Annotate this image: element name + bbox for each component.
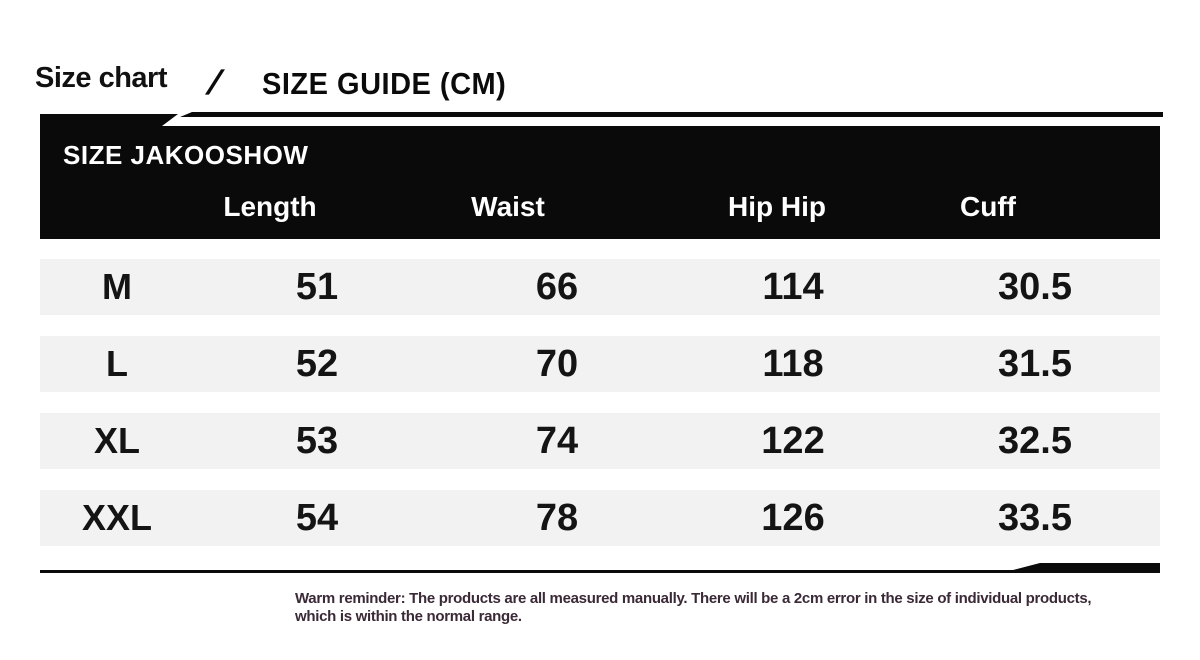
warm-reminder-line1: Warm reminder: The products are all measured manually. There will be a 2cm error in the size of individual products, [295,590,1092,607]
waist-value: 70 [535,343,579,385]
cuff-value: 32.5 [998,420,1072,462]
column-header-waist: Waist [471,191,545,222]
length-value: 54 [295,497,339,539]
brand-label: SIZE JAKOOSHOW [63,140,309,170]
warm-reminder-note [295,590,1091,626]
column-header-cuff: Cuff [960,191,1016,222]
column-header-length: Length [223,191,317,222]
hip-value: 126 [761,497,825,539]
hip-value: 114 [762,266,824,308]
size-row-l [40,336,1160,392]
length-value: 51 [295,266,339,308]
size-row-xxl [40,490,1160,546]
header-cap-top-line [180,112,1163,117]
hip-value: 122 [761,420,825,462]
title-slash-separator: / [204,64,224,102]
cuff-value: 33.5 [998,497,1072,539]
header-cap-left-block [40,114,178,126]
size-row-m [40,259,1160,315]
cuff-value: 30.5 [998,266,1072,308]
page-subtitle: SIZE GUIDE (CM) [262,68,507,102]
hip-value: 118 [762,343,824,385]
size-label: XL [93,420,141,461]
length-value: 52 [295,343,339,385]
length-value: 53 [295,420,339,462]
waist-value: 66 [535,266,579,308]
waist-value: 74 [535,420,579,462]
size-label: XXL [81,497,153,538]
cuff-value: 31.5 [998,343,1072,385]
waist-value: 78 [535,497,579,539]
bottom-slash-decoration [40,563,1160,574]
warm-reminder-line2: which is within the normal range. [295,608,522,625]
page-title: Size chart [35,62,167,94]
column-header-hip: Hip Hip [728,191,826,222]
size-table-header [40,126,1160,239]
size-label: M [102,266,132,307]
header-bar-slash-decoration [40,112,1165,126]
size-label: L [106,343,128,384]
size-row-xl [40,413,1160,469]
